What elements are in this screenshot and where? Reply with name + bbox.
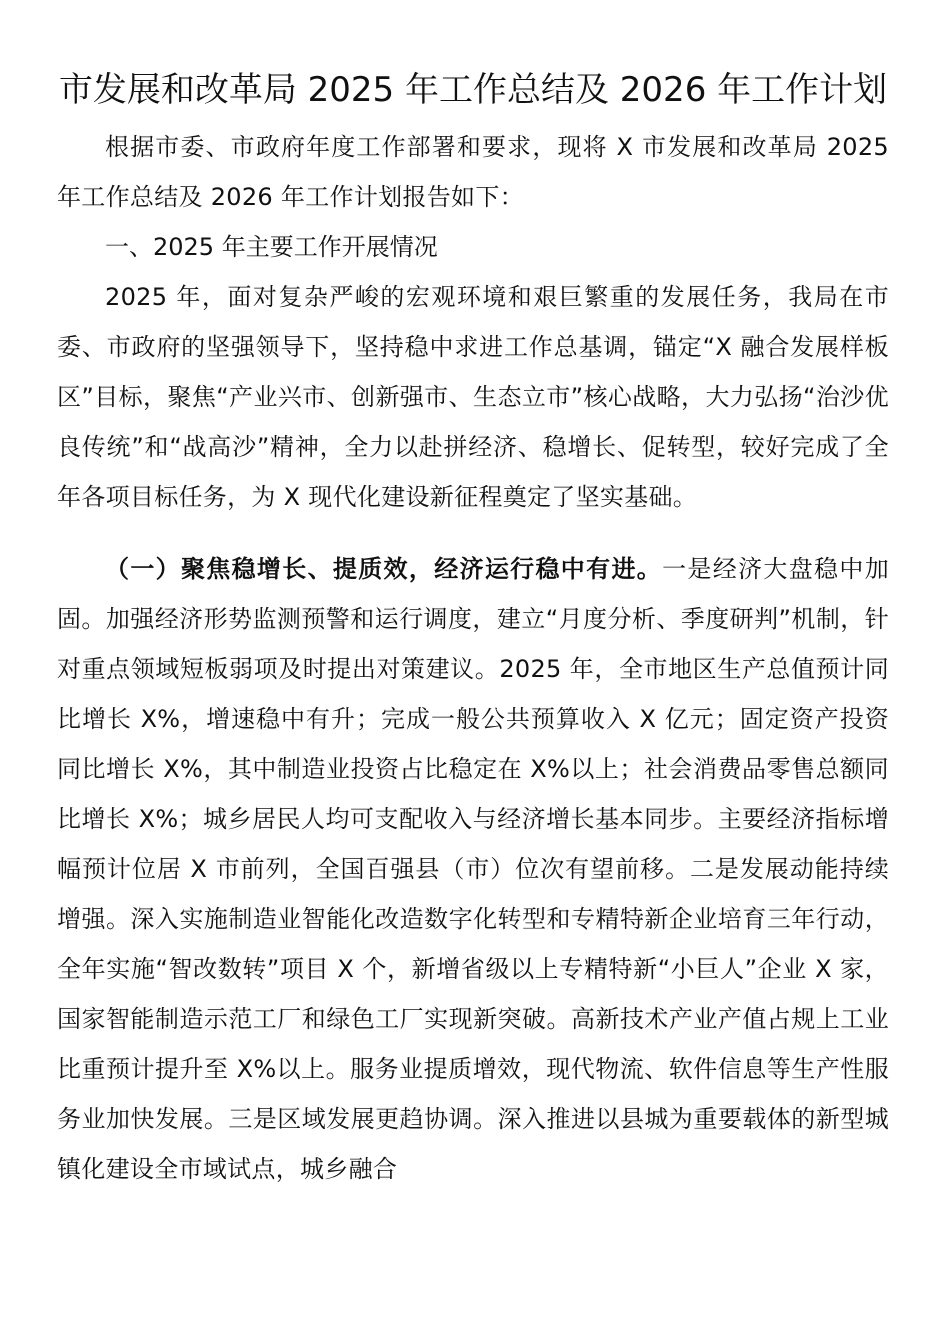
subsection-1-heading: （一）聚焦稳增长、提质效，经济运行稳中有进。 [105, 555, 663, 583]
document-page [57, 62, 889, 1194]
document-title: 市发展和改革局 2025 年工作总结及 2026 年工作计划 [58, 70, 888, 110]
subsection-1-body: 一是经济大盘稳中加固。加强经济形势监测预警和运行调度，建立“月度分析、季度研判”机制，针对重点领域短板弱项及时提出对策建议。2025 年，全市地区生产总值预计同比增长 X%，增速稳中有升；完成一般公共预算收入 X 亿元；固定资产投资同比增长 X%，其中制造业投资占比稳定在 X%以上；社会消费品零售总额同比增长 X%；城乡居民人均可支配收入与经济增长基本同步。主要经济指标增幅预计位居 X 市前列，全国百强县（市）位次有望前移。二是发展动能持续增强。深入实施制造业智能化改造数字化转型和专精特新企业培育三年行动，全年实施“智改数转”项目 X 个，新增省级以上专精特新“小巨人”企业 X 家，国家智能制造示范工厂和绿色工厂实现新突破。高新技术产业产值占规上工业比重预计提升至 X%以上。服务业提质增效，现代物流、软件信息等生产性服务业加快发展。三是区域发展更趋协调。深入推进以县城为重要载体的新型城镇化建设全市域试点，城乡融合 [57, 555, 889, 1183]
section-1-overview-paragraph: 2025 年，面对复杂严峻的宏观环境和艰巨繁重的发展任务，我局在市委、市政府的坚强领导下，坚持稳中求进工作总基调，锚定“X 融合发展样板区”目标，聚焦“产业兴市、创新强市、生态立市”核心战略，大力弘扬“治沙优良传统”和“战高沙”精神，全力以赴拼经济、稳增长、促转型，较好完成了全年各项目标任务，为 X 现代化建设新征程奠定了坚实基础。 [57, 283, 889, 511]
subsection-1-paragraph [57, 544, 889, 1194]
section-1-heading: 一、2025 年主要工作开展情况 [105, 233, 438, 261]
intro-paragraph: 根据市委、市政府年度工作部署和要求，现将 X 市发展和改革局 2025 年工作总结及 2026 年工作计划报告如下： [57, 133, 889, 211]
